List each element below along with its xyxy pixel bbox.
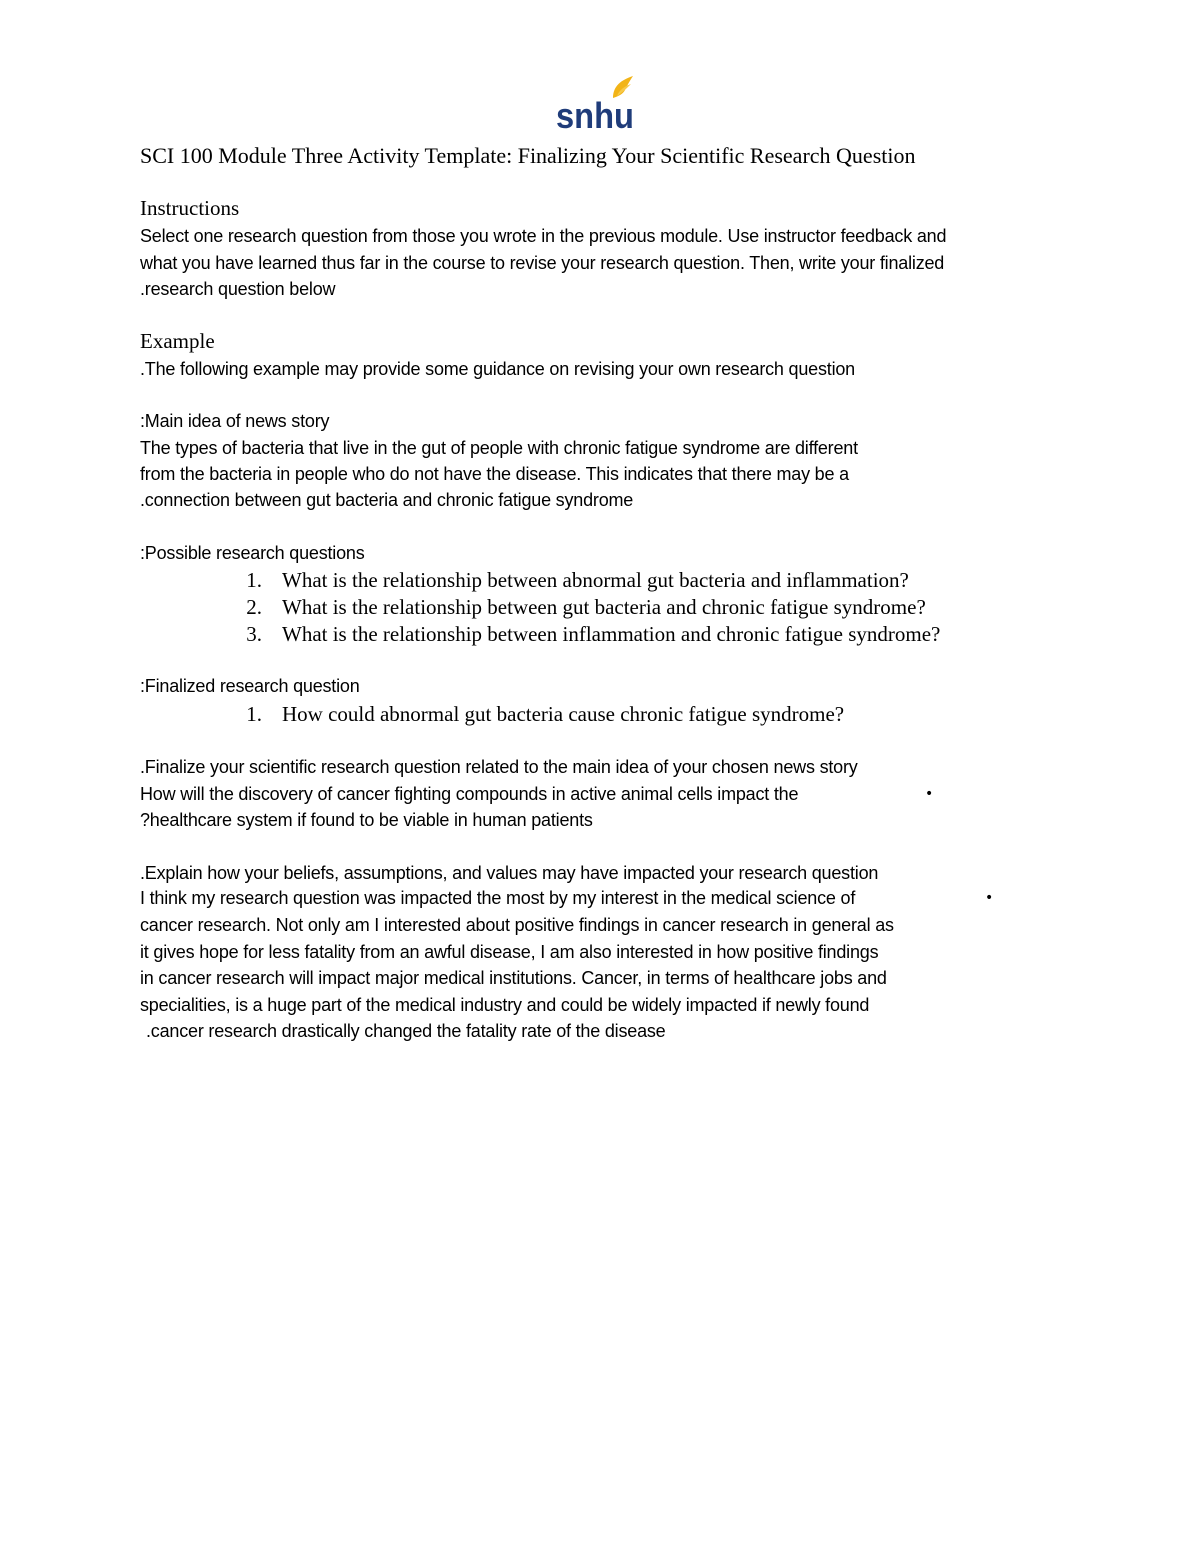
- finalize-prompt: .Finalize your scientific research question related to the main idea of your chosen news story: [140, 757, 858, 777]
- explain-answer-line: cancer research. Not only am I interested about positive findings in cancer research in general as: [140, 915, 894, 935]
- example-intro: .The following example may provide some guidance on revising your own research question: [140, 359, 855, 379]
- bullet-icon: •: [985, 890, 994, 906]
- page-title: SCI 100 Module Three Activity Template: Finalizing Your Scientific Research Question: [140, 143, 916, 168]
- explain-answer-line: in cancer research will impact major medical institutions. Cancer, in terms of healthcare jobs and: [140, 968, 887, 988]
- list-item-number: 1.: [246, 702, 262, 726]
- main-idea-line: from the bacteria in people who do not have the disease. This indicates that there may be a: [140, 464, 849, 484]
- list-item: What is the relationship between abnormal gut bacteria and inflammation?: [282, 568, 909, 592]
- main-idea-line: The types of bacteria that live in the gut of people with chronic fatigue syndrome are different: [140, 438, 858, 458]
- list-item: What is the relationship between gut bacteria and chronic fatigue syndrome?: [282, 595, 926, 619]
- list-item-number: 2.: [246, 595, 262, 619]
- main-idea-label: :Main idea of news story: [140, 411, 330, 431]
- instructions-line: Select one research question from those you wrote in the previous module. Use instructor feedback and: [140, 226, 947, 246]
- instructions-line: .research question below: [140, 279, 336, 299]
- bullet-icon: •: [925, 786, 934, 802]
- list-item: What is the relationship between inflammation and chronic fatigue syndrome?: [282, 622, 941, 646]
- list-item-number: 3.: [246, 622, 262, 646]
- finalize-answer-line: How will the discovery of cancer fighting compounds in active animal cells impact the: [140, 784, 799, 804]
- example-heading: Example: [140, 329, 215, 353]
- list-item-number: 1.: [246, 568, 262, 592]
- explain-prompt: .Explain how your beliefs, assumptions, and values may have impacted your research question: [140, 863, 879, 883]
- possible-questions-label: :Possible research questions: [140, 543, 365, 563]
- main-idea-line: .connection between gut bacteria and chronic fatigue syndrome: [140, 490, 634, 510]
- list-item: How could abnormal gut bacteria cause chronic fatigue syndrome?: [282, 702, 845, 726]
- explain-answer-line: .cancer research drastically changed the fatality rate of the disease: [146, 1021, 666, 1041]
- snhu-logo: [555, 74, 637, 132]
- explain-answer-line: I think my research question was impacted the most by my interest in the medical science of: [140, 888, 856, 908]
- logo-text: snhu: [556, 95, 634, 132]
- explain-answer-line: it gives hope for less fatality from an awful disease, I am also interested in how positive findings: [140, 942, 879, 962]
- instructions-line: what you have learned thus far in the course to revise your research question. Then, write your finalized: [140, 253, 945, 273]
- explain-answer-line: specialities, is a huge part of the medical industry and could be widely impacted if newly found: [140, 995, 870, 1015]
- instructions-heading: Instructions: [140, 196, 240, 220]
- finalize-answer-line: ?healthcare system if found to be viable in human patients: [140, 810, 593, 830]
- finalized-question-label: :Finalized research question: [140, 676, 360, 696]
